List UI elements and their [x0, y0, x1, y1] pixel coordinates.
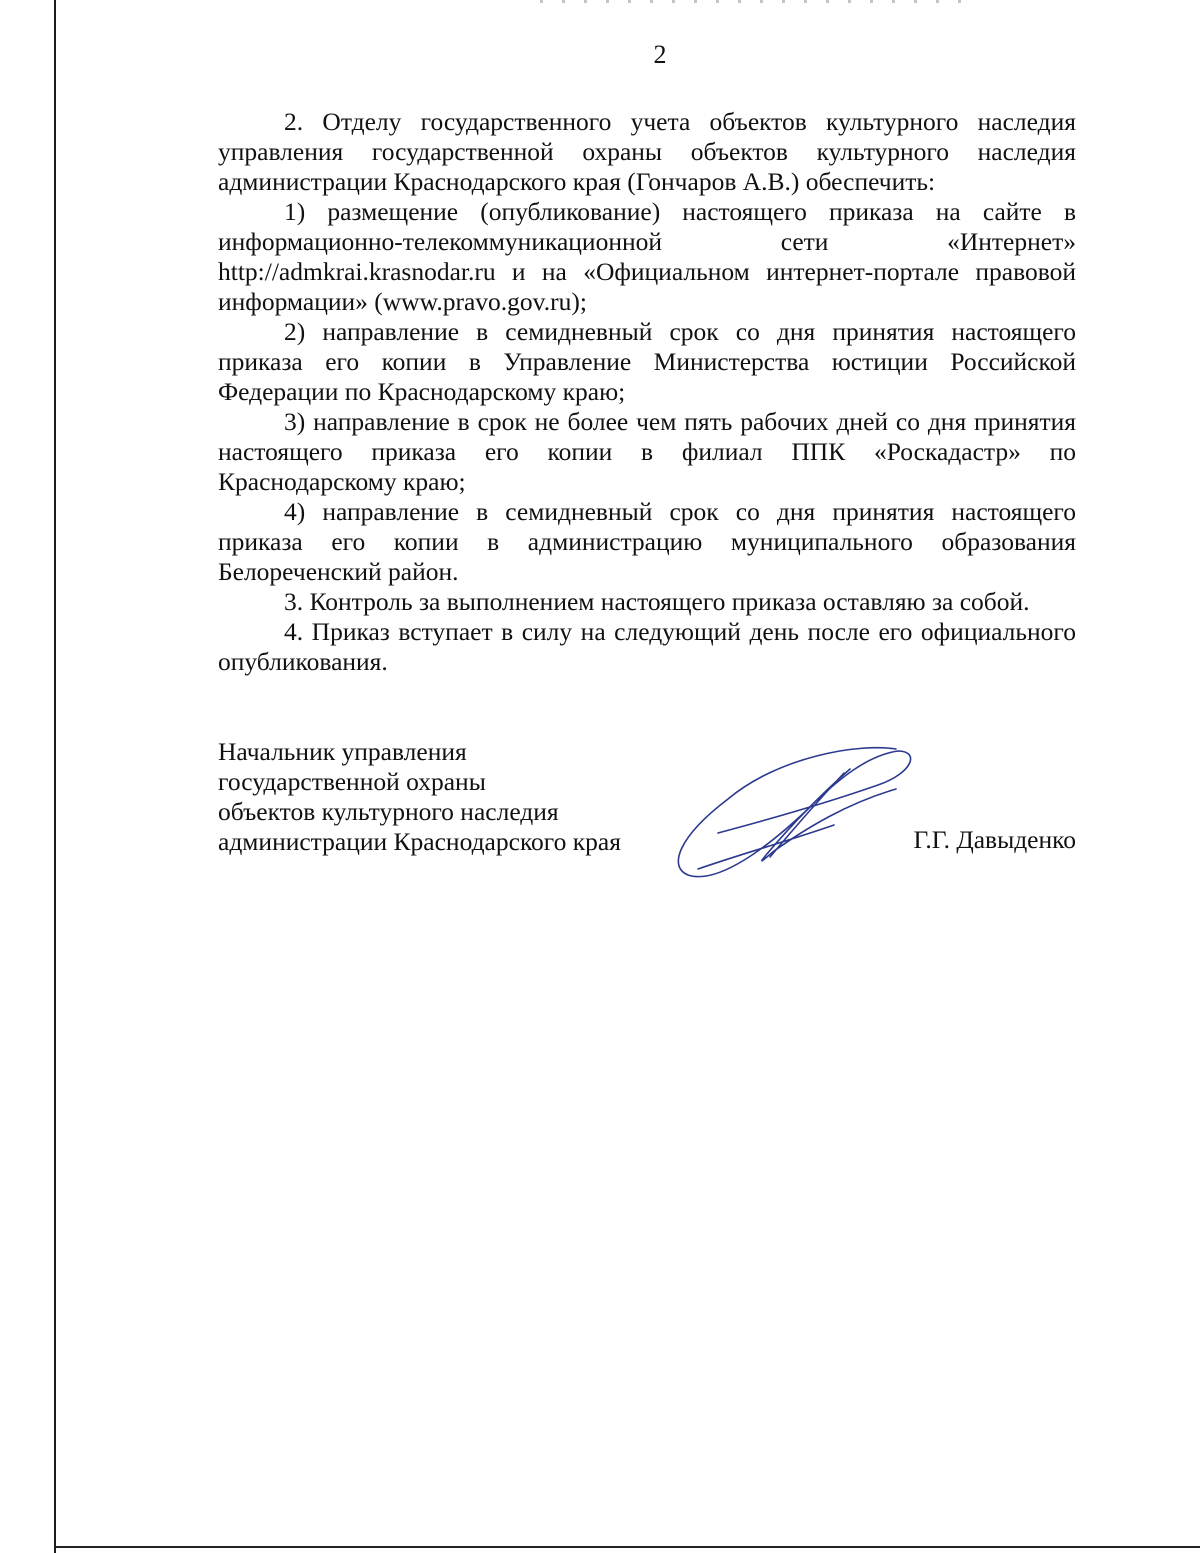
document-body [218, 107, 1076, 677]
signer-name: Г.Г. Давыденко [913, 825, 1076, 854]
paragraph-item-4: 4. Приказ вступает в силу на следующий день после его официального опубликования. [218, 617, 1076, 676]
scan-border-bottom [54, 1546, 1200, 1548]
page-number: 2 [653, 40, 667, 69]
signer-title-line: объектов культурного наследия [218, 797, 559, 826]
paragraph-subitem-4: 4) направление в семидневный срок со дня принятия настоящего приказа его копии в администрацию муниципального образования Белореченский район. [218, 497, 1076, 586]
paragraph-subitem-1: 1) размещение (опубликование) настоящего приказа на сайте в информационно-телекоммуникационной сети «Интернет» http://admkrai.krasnodar.ru и на «Официальном интернет-портале правовой информации» (www.pravo.gov.ru); [218, 197, 1076, 316]
signer-title-line: администрации Краснодарского края [218, 827, 621, 856]
scan-noise-top [540, 0, 980, 3]
paragraph-item-3: 3. Контроль за выполнением настоящего приказа оставляю за собой. [284, 587, 1030, 616]
signer-title-line: Начальник управления [218, 737, 467, 766]
handwritten-signature [658, 737, 918, 887]
paragraph-item-2: 2. Отделу государственного учета объектов культурного наследия управления государственной охраны объектов культурного наследия администрации Краснодарского края (Гончаров А.В.) обеспечить: [218, 107, 1076, 196]
paragraph-subitem-2: 2) направление в семидневный срок со дня принятия настоящего приказа его копии в Управление Министерства юстиции Российской Федерации по Краснодарскому краю; [218, 317, 1076, 406]
scan-border-left [54, 0, 56, 1553]
signer-title-line: государственной охраны [218, 767, 486, 796]
signature-block [218, 737, 1076, 917]
paragraph-subitem-3: 3) направление в срок не более чем пять рабочих дней со дня принятия настоящего приказа его копии в филиал ППК «Роскадастр» по Краснодарскому краю; [218, 407, 1076, 496]
